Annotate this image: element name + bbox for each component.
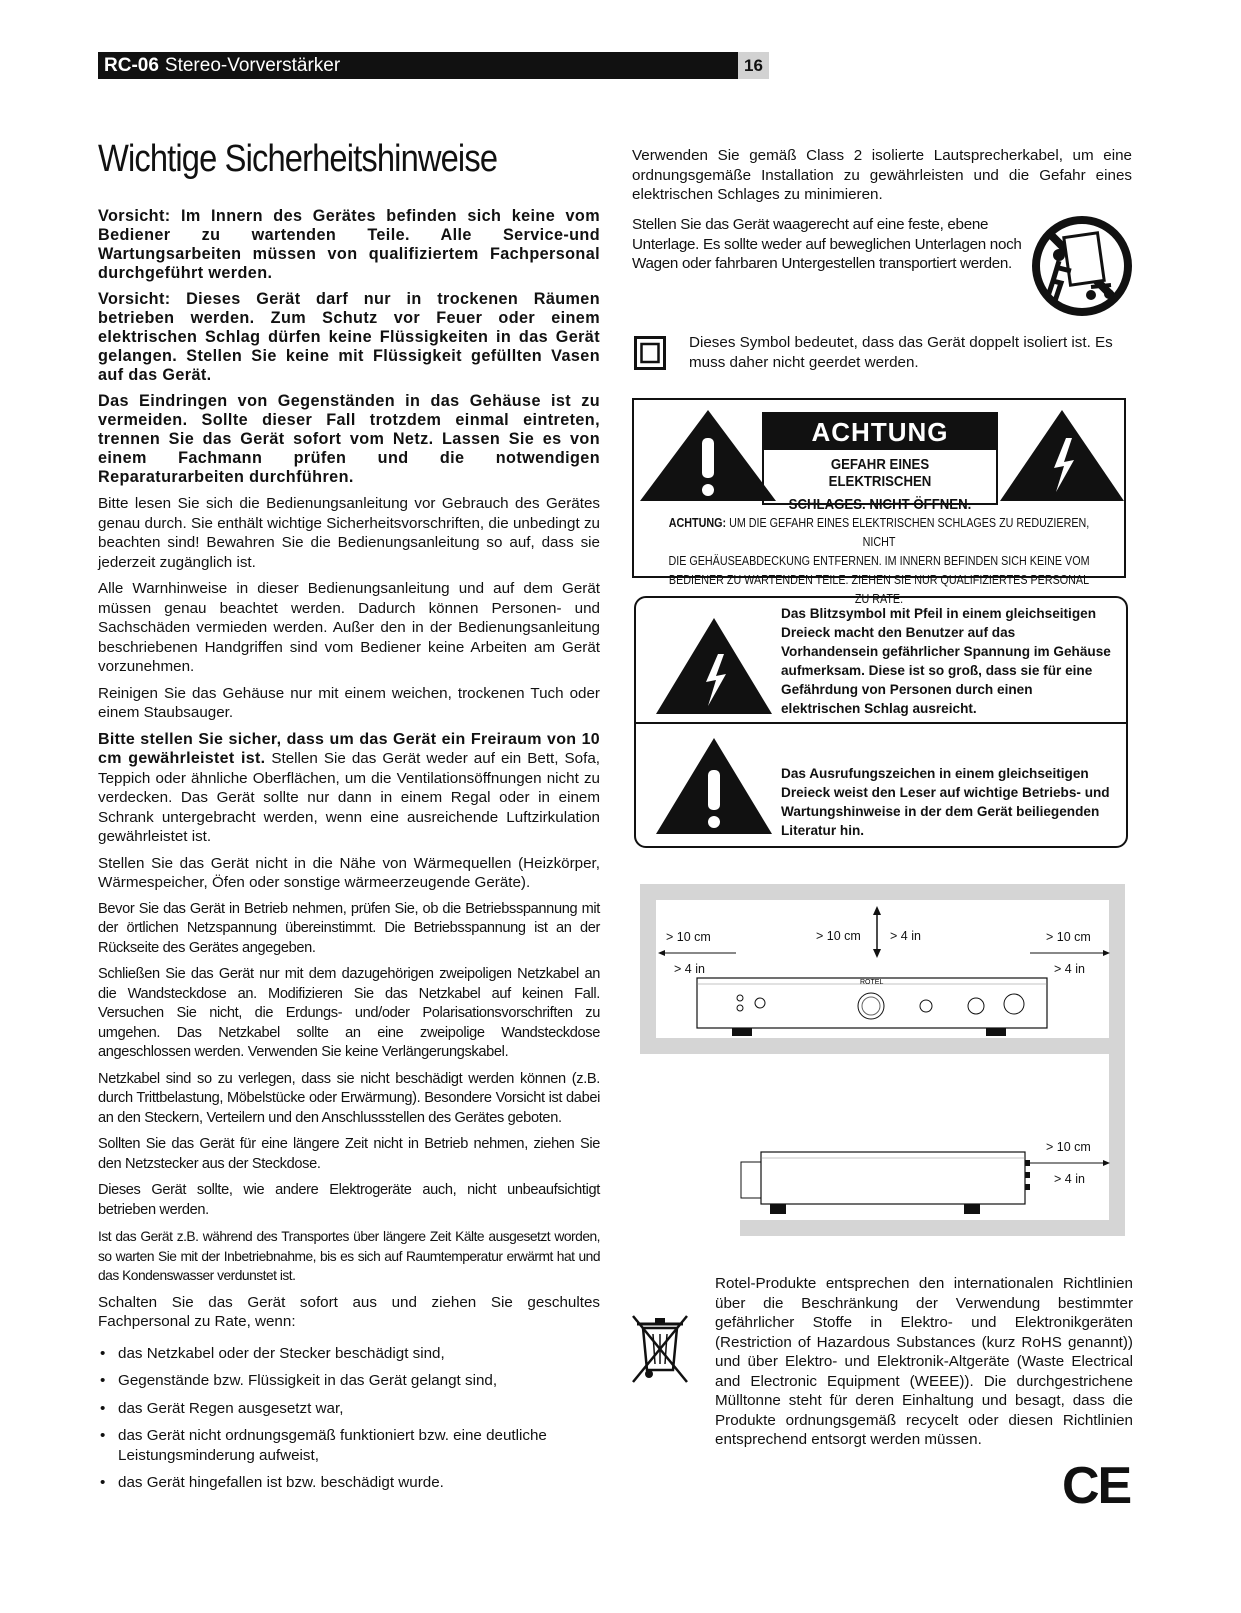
brand-logo: ROTEL [860, 979, 884, 986]
service-conditions-list [98, 1344, 600, 1493]
paragraph-power-cord: Schließen Sie das Gerät nur mit dem dazugehörigen zweipoligen Netzkabel an die Wandsteckdose an. Modifizieren Sie das Netzkabel auf keinen Fall. Versuchen Sie nicht, die Erdungs- und/oder Polarisationsvorschriften zu umgehen. Das Netzkabel sollte an eine zweipolige Wandsteckdose angeschlossen werden. Verwenden Sie keine Verlängerungskabel. [98, 966, 600, 1060]
device-front-view [696, 976, 1048, 1038]
model-subtitle: Stereo-Vorverstärker [164, 55, 341, 76]
exclamation-explanation: Das Ausrufungszeichen in einem gleichseitigen Dreieck weist den Leser auf wichtige Betriebs- und Wartungshinweise in der dem Gerät beiliegenden Literatur hin. [781, 766, 1110, 838]
caution-label-panel [762, 412, 998, 513]
lightning-triangle-icon [998, 408, 1126, 503]
list-item: • Gegenstände bzw. Flüssigkeit in das Gerät gelangt sind, [98, 1371, 600, 1391]
ce-mark: CE [1062, 1457, 1131, 1515]
paragraph-unattended: Dieses Gerät sollte, wie andere Elektrogeräte auch, nicht unbeaufsichtigt betrieben werden. [98, 1182, 600, 1218]
paragraph-condensation: Ist das Gerät z.B. während des Transportes über längere Zeit Kälte ausgesetzt worden, so warten Sie mit der Inbetriebnahme, bis es sich auf Raumtemperatur erwärmt hat und das Kondenswasser verdunstet ist. [98, 1229, 600, 1283]
header-bar [98, 52, 738, 79]
no-cart-icon [1031, 215, 1133, 317]
side-clearance-cm: > 10 cm [1046, 1140, 1091, 1154]
exclamation-triangle-icon [654, 736, 774, 836]
paragraph-clearance [98, 730, 600, 847]
paragraph-heat: Stellen Sie das Gerät nicht in die Nähe von Wärmequellen (Heizkörper, Wärmespeicher, Öfen oder sonstige wärmeerzeugende Geräte). [98, 854, 600, 891]
right-clearance-in: > 4 in [1054, 962, 1085, 976]
caution-title: ACHTUNG [764, 414, 996, 450]
model-name: RC-06 [104, 55, 159, 76]
rohs-text: Rotel-Produkte entsprechen den internationalen Richtlinien über die Beschränkung der Verwendung bestimmter gefährlicher Stoffe in Elektro- und Elektronikgeräten (Restriction of Hazardous Substances (kurz RoHS genannt)) und über Elektro- und Elektronik-Altgeräte (Waste Electrical and Electronic Equipment (WEEE)). Die durchgestrichene Mülltonne steht für deren Einhaltung und besagt, dass die Produkte ordnungsgemäß recycelt oder diesen Richtlinien entsprechend entsorgt werden müssen. [715, 1275, 1133, 1448]
warning-moisture: Vorsicht: Dieses Gerät darf nur in trockenen Räumen betrieben werden. Zum Schutz vor Feuer oder einem elektrischen Schlag dürfen keine Flüssigkeiten in das Gerät gelangen. Stellen Sie keine mit Flüssigkeit gefüllten Vasen auf das Gerät. [98, 290, 600, 384]
right-clearance-cm: > 10 cm [1046, 930, 1091, 944]
caution-bottom-line2: DIE GEHÄUSEABDECKUNG ENTFERNEN. IM INNERN BEFINDEN SICH KEINE VOM [668, 554, 1090, 568]
caution-line1: GEFAHR EINES ELEKTRISCHEN [828, 456, 932, 490]
double-insulation-text: Dieses Symbol bedeutet, dass das Gerät doppelt isoliert ist. Es muss daher nicht geerdet werden. [689, 334, 1113, 371]
wall-right [1109, 884, 1125, 1236]
paragraph-cord-routing: Netzkabel sind so zu verlegen, dass sie nicht beschädigt werden können (z.B. durch Trittbelastung, Möbelstücke oder Erwärmung). Besondere Vorsicht ist dabei an den Steckern, Verteilern und den Anschlussstellen des Gerätes geboten. [98, 1070, 600, 1126]
paragraph-voltage: Bevor Sie das Gerät in Betrieb nehmen, prüfen Sie, ob die Betriebsspannung mit der örtlichen Netzspannung übereinstimmt. Die Betriebsspannung ist an der Rückseite des Gerätes angegeben. [98, 900, 600, 956]
left-column [98, 207, 600, 1501]
vertical-arrow-icon [872, 906, 882, 958]
paragraph-level-surface [632, 215, 1024, 281]
side-clearance-in: > 4 in [1054, 1172, 1085, 1186]
paragraph-observe-warnings: Alle Warnhinweise in dieser Bedienungsanleitung und auf dem Gerät müssen genau beachtet werden. Dadurch können Personen- und Sachschäden vermieden werden. Außer den in der Bedienungsanleitung beschriebenen Handgriffen sind vom Bediener keine Arbeiten am Gerät vorzunehmen. [98, 580, 600, 675]
clearance-bold: Bitte stellen Sie sicher, dass um das Gerät ein Freiraum von 10 cm gewährleistet ist. [98, 730, 600, 767]
left-arrow-icon [658, 948, 738, 958]
speaker-cable-text: Verwenden Sie gemäß Class 2 isolierte Lautsprecherkabel, um eine ordnungsgemäße Installation zu gewährleisten und die Gefahr eines elektrischen Schlages zu minimieren. [632, 147, 1132, 203]
page-number: 16 [738, 52, 769, 79]
caution-bottom-text [668, 514, 1089, 609]
caution-bottom-line3: BEDIENER ZU WARTENDEN TEILE. ZIEHEN SIE NUR QUALIFIZIERTES PERSONAL ZU RATE. [668, 573, 1090, 606]
list-item: • das Gerät nicht ordnungsgemäß funktioniert bzw. eine deutliche Leistungsminderung aufweist, [98, 1426, 600, 1465]
wall-left [640, 884, 656, 1054]
caution-box [632, 398, 1126, 606]
clearance-rest: Stellen Sie das Gerät weder auf ein Bett, Sofa, Teppich oder ähnliche Oberflächen, um die Ventilationsöffnungen nicht zu verdecken. Das Gerät sollte nur dann in einem Regal oder in einem Schrank untergebracht werden, wenn eine ausreichende Luftzirkulation gewährleistet ist. [98, 750, 600, 845]
paragraph-speaker-cable [632, 146, 1132, 212]
top-clearance-cm: > 10 cm [816, 929, 861, 943]
caution-bottom-label: ACHTUNG: [668, 516, 727, 530]
wall-top [640, 884, 1125, 900]
symbol-explanation-box [634, 596, 1128, 848]
warning-service: Vorsicht: Im Innern des Gerätes befinden sich keine vom Bediener zu wartenden Teile. Alle Service-und Wartungsarbeiten müssen von qualifiziertem Fachpersonal durchgeführt werden. [98, 207, 600, 282]
right-arrow-icon [1028, 948, 1110, 958]
paragraph-service-when: Schalten Sie das Gerät sofort aus und ziehen Sie geschultes Fachpersonal zu Rate, wenn: [98, 1293, 600, 1330]
warning-objects: Das Eindringen von Gegenständen in das Gehäuse ist zu vermeiden. Sollte dieser Fall trotzdem einmal eintreten, trennen Sie das Gerät sofort vom Netz. Lassen Sie es von einem Fachmann prüfen und die notwendigen Reparaturarbeiten durchführen. [98, 392, 600, 486]
left-clearance-in: > 4 in [674, 962, 705, 976]
page-title: Wichtige Sicherheitshinweise [98, 138, 498, 180]
caution-line2: SCHLAGES. NICHT ÖFFNEN. [788, 496, 972, 513]
paragraph-double-insulation [689, 333, 1135, 379]
side-arrow-icon [1028, 1158, 1110, 1168]
list-item: • das Netzkabel oder der Stecker beschädigt sind, [98, 1344, 600, 1364]
device-side-view [740, 1148, 1030, 1220]
double-insulation-icon [634, 336, 666, 370]
crossed-bin-icon [631, 1314, 689, 1384]
paragraph-cleaning: Reinigen Sie das Gehäuse nur mit einem weichen, trockenen Tuch oder einem Staubsauger. [98, 684, 600, 721]
lightning-explanation: Das Blitzsymbol mit Pfeil in einem gleichseitigen Dreieck macht den Benutzer auf das Vorhandensein gefährlicher Spannung im Gehäuse aufmerksam. Diese ist so groß, dass sie für eine Gefährdung von Personen durch einen elektrischen Schlag ausreicht. [781, 606, 1111, 716]
caution-bottom-line1: UM DIE GEFAHR EINES ELEKTRISCHEN SCHLAGES ZU REDUZIEREN, NICHT [726, 516, 1090, 549]
shelf [640, 1038, 1125, 1054]
lightning-triangle-icon [654, 616, 774, 716]
list-item: • das Gerät hingefallen ist bzw. beschädigt wurde. [98, 1473, 600, 1493]
paragraph-read-manual: Bitte lesen Sie sich die Bedienungsanleitung vor Gebrauch des Gerätes genau durch. Sie enthält wichtige Sicherheitsvorschriften, die unbedingt zu beachten sind! Bewahren Sie die Bedienungsanleitung so auf, dass sie jederzeit zugänglich ist. [98, 495, 600, 571]
list-item: • das Gerät Regen ausgesetzt war, [98, 1399, 600, 1419]
exclamation-triangle-icon [638, 408, 778, 503]
clearance-diagram [640, 884, 1125, 1236]
top-clearance-in: > 4 in [890, 929, 921, 943]
floor [740, 1220, 1125, 1236]
symbol-divider [636, 722, 1126, 724]
paragraph-unplug: Sollten Sie das Gerät für eine längere Zeit nicht in Betrieb nehmen, ziehen Sie den Netzstecker aus der Steckdose. [98, 1136, 600, 1172]
level-surface-text: Stellen Sie das Gerät waagerecht auf eine feste, ebene Unterlage. Es sollte weder auf beweglichen Unterlagen noch Wagen oder fahrbaren Untergestellen transportiert werden. [632, 216, 1022, 272]
paragraph-rohs [715, 1274, 1133, 1457]
left-clearance-cm: > 10 cm [666, 930, 711, 944]
